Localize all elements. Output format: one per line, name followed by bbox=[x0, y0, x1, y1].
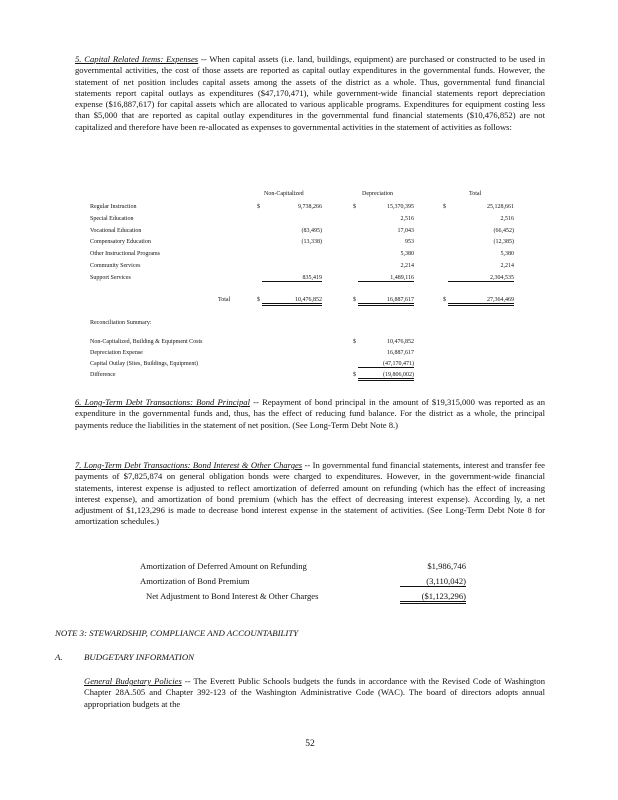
section-title: BUDGETARY INFORMATION bbox=[84, 652, 195, 662]
recon-label: Capital Outlay (Sites, Buildings, Equipment) bbox=[90, 361, 198, 367]
cell-depreciation: 953 bbox=[405, 239, 414, 246]
para-body: -- The Everett Public Schools budgets the funds in accordance with the Revised Code of Washington Chapter 28A.505 and Chapter 392-123 of the Washington Administrative Code (WAC). The board of directors adopts annual appropriation budgets at the bbox=[84, 676, 545, 709]
row-label: Special Education bbox=[90, 215, 134, 222]
amort-label: Net Adjustment to Bond Interest & Other Charges bbox=[146, 591, 319, 601]
cell-noncap: 835,419 bbox=[262, 275, 322, 282]
para-lead: 5. Capital Related Items: Expenses bbox=[75, 54, 199, 64]
recon-label: Depreciation Expense bbox=[90, 350, 143, 356]
cell-noncap: (13,338) bbox=[301, 239, 322, 246]
recon-value: 10,476,852 bbox=[387, 339, 414, 345]
para-bond-interest bbox=[75, 460, 545, 528]
amort-label: Amortization of Deferred Amount on Refunding bbox=[140, 561, 307, 571]
recon-label: Non-Capitalized, Building & Equipment Costs bbox=[90, 339, 203, 345]
para-lead: 6. Long-Term Debt Transactions: Bond Principal bbox=[75, 397, 250, 407]
cell-total: 5,380 bbox=[500, 251, 514, 258]
row-dollar: $ bbox=[443, 204, 446, 210]
page-number: 52 bbox=[305, 739, 315, 749]
cell-total: (12,385) bbox=[493, 239, 514, 246]
amort-label: Amortization of Bond Premium bbox=[140, 576, 250, 586]
recon-value: 16,887,617 bbox=[387, 350, 414, 356]
cell-total: 25,128,661 bbox=[487, 204, 514, 210]
recon-title: Reconciliation Summary: bbox=[90, 320, 152, 326]
row-label: Other Instructional Programs bbox=[90, 251, 160, 258]
para-lead: General Budgetary Policies bbox=[84, 676, 182, 686]
total-depreciation: 16,887,617 bbox=[358, 297, 414, 306]
cell-depreciation: 1,489,116 bbox=[358, 275, 414, 282]
col-header-noncap: Non-Capitalized bbox=[264, 191, 304, 197]
row-dollar: $ bbox=[353, 204, 356, 210]
row-label: Support Services bbox=[90, 274, 131, 281]
para-capital-items bbox=[75, 54, 545, 133]
col-header-total: Total bbox=[469, 191, 482, 197]
cell-depreciation: 17,043 bbox=[397, 227, 414, 234]
para-lead: 7. Long-Term Debt Transactions: Bond Interest & Other Charges bbox=[75, 460, 303, 470]
cell-depreciation: 2,214 bbox=[400, 263, 414, 269]
para-body: -- In governmental fund financial statements, interest and transfer fee payments of $7,825,874 on general obligation bonds were charged to expenditures. However, in the government-wide financial statements, interest expense is adjusted to reflect amortization of deferred amount on refunding (which has the effect of increasing interest expense), and amortization of bond premium (which has the effect of decreasing interest expense). According ly, a net adjustment of $1,123,296 is made to decrease bond interest expense in the statement of activities. (See Long-Term Debt Note 8 for amortization schedules.) bbox=[75, 460, 545, 527]
recon-value: (19,806,002) bbox=[358, 372, 414, 381]
para-bond-principal bbox=[75, 397, 545, 431]
row-dollar: $ bbox=[257, 204, 260, 210]
total-noncap: 10,476,852 bbox=[262, 297, 322, 306]
cell-total: (66,452) bbox=[493, 227, 514, 234]
cell-depreciation: 2,516 bbox=[400, 215, 414, 222]
para-body: -- When capital assets (i.e. land, buildings, equipment) are purchased or constructed to be used in governmental activities, the cost of those assets are reported as capital outlay expenditures in the governmental funds. However, the statement of net position includes capital assets among the assets of the district as a whole. Thus, governmental fund financial statements report capital outlays as expenditures ($47,170,471), while government-wide financial statements report depreciation expense ($16,887,617) for capital assets which are allocated to various applicable programs. Expenditures for equipment costing less than $5,000 that are reported as capital outlay expenditures in the governmental fund financial statements ($10,476,852) are not capitalized and therefore have been re-allocated as expenses to governmental activities in the statement of activities as follows: bbox=[75, 54, 545, 132]
cell-total: 2,214 bbox=[500, 263, 514, 269]
total-dollar: $ bbox=[353, 297, 356, 303]
recon-label: Difference bbox=[90, 372, 116, 378]
cell-noncap: 9,738,266 bbox=[298, 204, 322, 210]
cell-total: 2,304,535 bbox=[448, 275, 514, 282]
section-letter: A. bbox=[55, 652, 63, 662]
note-heading: NOTE 3: STEWARDSHIP, COMPLIANCE AND ACCOUNTABILITY bbox=[55, 628, 299, 638]
cell-depreciation: 15,370,395 bbox=[387, 204, 414, 210]
cell-noncap: (83,495) bbox=[301, 227, 322, 234]
total-dollar: $ bbox=[443, 297, 446, 303]
cell-total: 2,516 bbox=[500, 215, 514, 222]
row-label: Regular Instruction bbox=[90, 204, 137, 210]
total-dollar: $ bbox=[257, 297, 260, 303]
row-label: Community Services bbox=[90, 263, 141, 269]
cell-depreciation: 5,380 bbox=[400, 251, 414, 258]
row-label: Compensatory Education bbox=[90, 239, 151, 246]
recon-dollar: $ bbox=[353, 372, 356, 378]
para-body: -- Repayment of bond principal in the amount of $19,315,000 was reported as an expenditure in the governmental funds and, thus, has the effect of reducing fund balance. For the district as a whole, the principal payments reduce the liabilities in the statement of net position. (See Long-Term Debt Note 8.) bbox=[75, 397, 546, 430]
amort-value: ($1,123,296) bbox=[400, 591, 466, 604]
recon-value: (47,170,471) bbox=[358, 361, 414, 368]
recon-dollar: $ bbox=[353, 339, 356, 345]
total-label: Total bbox=[218, 297, 231, 303]
row-label: Vocational Education bbox=[90, 227, 142, 234]
para-budgetary-policies bbox=[84, 676, 545, 710]
amort-value: (3,110,042) bbox=[400, 576, 466, 587]
total-total: 27,364,469 bbox=[448, 297, 514, 306]
amort-value: $1,986,746 bbox=[427, 561, 466, 571]
col-header-depreciation: Depreciation bbox=[362, 191, 393, 197]
